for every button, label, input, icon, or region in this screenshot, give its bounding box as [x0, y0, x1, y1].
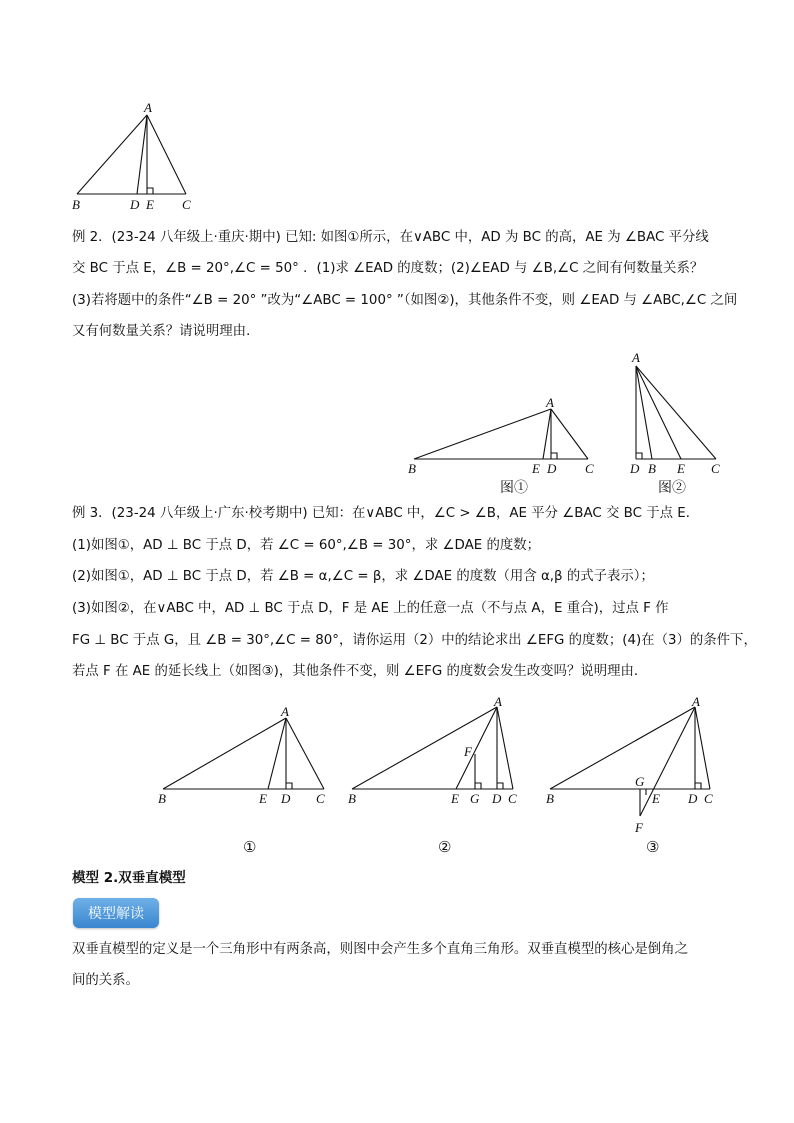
ex3-fig2-label-A: A: [494, 696, 502, 709]
ex3-fig3-label-E: E: [652, 791, 660, 806]
ex2-fig2-label-A: A: [632, 350, 640, 365]
ex3-fig1-caption: ①: [243, 840, 257, 856]
figure-ex3: [150, 696, 730, 860]
ex2-fig1-label-E: E: [532, 461, 540, 476]
ex3-fig1-label-E: E: [259, 791, 267, 806]
ex3-line-5: FG ⊥ BC 于点 G，且 ∠B = 30°,∠C = 80°，请你运用（2）中的结论求出 ∠EFG 的度数；(4)在（3）的条件下，: [72, 633, 757, 648]
ex3-line-6: 若点 F 在 AE 的延长线上（如图③)，其他条件不变，则 ∠EFG 的度数会发生改变吗？说明理由．: [72, 664, 648, 679]
ex3-fig2-label-B: B: [348, 791, 356, 806]
ex3-line-3: (2)如图①，AD ⊥ BC 于点 D，若 ∠B = α,∠C = β，求 ∠DAE 的度数（用含 α,β 的式子表示）；: [72, 569, 654, 584]
ex3-fig3-caption: ③: [646, 840, 660, 856]
ex2-fig1-label-D: D: [547, 461, 557, 476]
model-interpretation-badge: 模型解读: [73, 898, 159, 928]
ex2-fig2-label-E: E: [677, 461, 685, 476]
section-title: 模型 2.双垂直模型: [72, 870, 186, 886]
ex2-fig1-label-B: B: [408, 461, 416, 476]
ex3-fig3-label-D: D: [688, 791, 698, 806]
ex3-fig3-label-F: F: [635, 820, 643, 835]
ex3-fig2-label-D: D: [492, 791, 502, 806]
model-paragraph-line-2: 间的关系。: [72, 973, 139, 988]
label-A: A: [144, 100, 152, 115]
figure-top-triangle: [60, 98, 210, 214]
ex3-fig1-label-C: C: [316, 791, 325, 806]
ex2-line-2: 交 BC 于点 E，∠B = 20°,∠C = 50° ．(1)求 ∠EAD 的度数；(2)∠EAD 与 ∠B,∠C 之间有何数量关系？: [72, 261, 704, 276]
ex3-fig2-label-C: C: [508, 791, 517, 806]
ex2-fig2-label-B: B: [648, 461, 656, 476]
ex3-fig1-label-A: A: [281, 704, 289, 719]
label-C: C: [182, 197, 191, 212]
ex3-line-1: 例 3．(23-24 八年级上·广东·校考期中) 已知：在∨ABC 中，∠C > ∠B，AE 平分 ∠BAC 交 BC 于点 E．: [72, 506, 700, 521]
ex3-fig3-label-B: B: [546, 791, 554, 806]
ex2-fig2-caption: 图②: [658, 481, 686, 496]
ex3-fig3-label-G: G: [635, 774, 645, 789]
ex3-line-4: (3)如图②，在∨ABC 中，AD ⊥ BC 于点 D，F 是 AE 上的任意一点（不与点 A，E 重合)，过点 F 作: [72, 601, 669, 616]
ex3-fig1-label-B: B: [158, 791, 166, 806]
ex3-fig2-caption: ②: [438, 840, 452, 856]
ex3-fig2-label-E: E: [451, 791, 459, 806]
label-E: E: [146, 197, 154, 212]
ex2-fig2-label-D: D: [630, 461, 640, 476]
ex2-line-3: (3)若将题中的条件“∠B = 20° ”改为“∠ABC = 100° ”（如图②)，其他条件不变，则 ∠EAD 与 ∠ABC,∠C 之间: [72, 293, 738, 308]
model-paragraph-line-1: 双垂直模型的定义是一个三角形中有两条高，则图中会产生多个直角三角形。双垂直模型的核心是倒角之: [72, 942, 688, 957]
ex2-fig2-label-C: C: [711, 461, 720, 476]
ex3-fig2-label-G: G: [470, 791, 480, 806]
ex2-line-1: 例 2．(23-24 八年级上·重庆·期中) 已知: 如图①所示，在∨ABC 中，AD 为 BC 的高，AE 为 ∠BAC 平分线: [72, 230, 709, 245]
figure-ex2: [400, 346, 740, 502]
ex3-line-2: (1)如图①，AD ⊥ BC 于点 D，若 ∠C = 60°,∠B = 30°，求 ∠DAE 的度数；: [72, 538, 541, 553]
ex3-fig3-label-A: A: [692, 696, 700, 709]
ex3-fig2-label-F: F: [464, 744, 472, 759]
ex2-line-4: 又有何数量关系？请说明理由．: [72, 324, 260, 339]
label-D: D: [130, 197, 140, 212]
ex3-fig1-label-D: D: [281, 791, 291, 806]
ex2-fig1-label-A: A: [546, 395, 554, 410]
ex2-fig1-caption: 图①: [500, 481, 528, 496]
label-B: B: [72, 197, 80, 212]
ex3-fig3-label-C: C: [704, 791, 713, 806]
ex2-fig1-label-C: C: [585, 461, 594, 476]
